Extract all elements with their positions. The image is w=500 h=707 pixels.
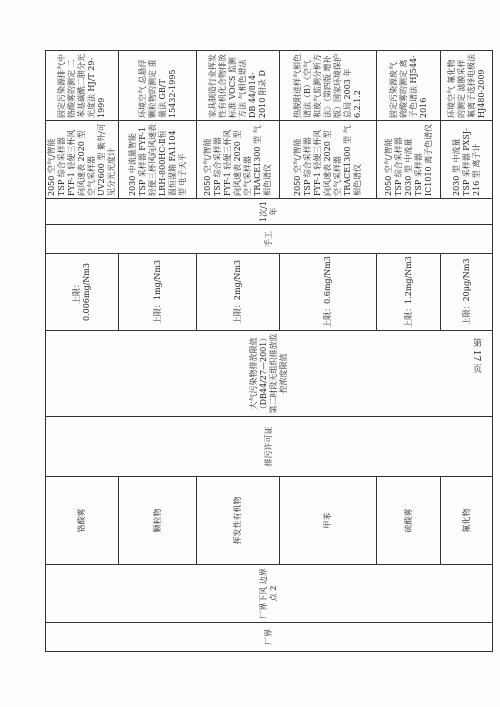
limit-cell: 上限：1mg/Nm3	[119, 254, 197, 331]
table-row	[46, 51, 119, 652]
method-cell: 环境空气 氟化物的测定 滤膜采样氟离子选择电极法 HJ480-2009	[441, 51, 493, 121]
limit-cell: 上限：0.006mg/Nm3	[46, 254, 119, 331]
area-cell: 厂界	[46, 623, 493, 652]
page-number: 第 17 页	[471, 338, 481, 374]
equipment-cell: 2050 空气/智能 TSP 综合采样器 FYF-1 轻便三杯风向风速表 2020 型 空气采样器 TRACE1300 型 气相色谱仪	[197, 121, 280, 199]
method-cell: 家具制造行业挥发性有机化合物排放标准 VOCS 监测方法 气相色谱法 DB 44/814-2010 附录 D	[197, 51, 280, 121]
method-cell: 热脱附进样气相色谱法（B）《空气和废气监测分析方法》（第四版 增补版）国家环境保护总局 2003 年 6.2.1.2	[280, 51, 377, 121]
permit-cell: 排污许可证	[46, 417, 493, 477]
method-cell: 固定污染源排气中铬酸雾的测定 二苯基碳酰二肼分光光度法 HJ/T 29-1999	[46, 51, 119, 121]
item-cell: 颗粒物	[119, 477, 197, 565]
equipment-cell: 2030 中流量智能 TSP 采样器 FYF-1 轻便三杯风向风速表 LRH-800HC-Ⅱ恒温恒湿箱 FA1104 型 电子天平	[119, 121, 197, 199]
item-cell: 硫酸雾	[377, 477, 441, 565]
point-cell: 厂界下风 边界点 2	[46, 565, 493, 623]
limit-cell: 上限：2mg/Nm3	[197, 254, 280, 331]
equipment-cell: 2030 型 中流量 TSP 采样器 PXSJ-216 型 离子计	[441, 121, 493, 199]
limit-cell: 上限：0.6mg/Nm3	[280, 254, 377, 331]
equipment-cell: 2050 空气/智能 TSP 综合采样器 FYF-1 轻便三杯风向风速表 2020 型 空气采样器 TRACE1300 型 气相色谱仪	[280, 121, 377, 199]
method-cell: 环境空气 总悬浮颗粒物的测定 重量法 GB/T 15432-1995	[119, 51, 197, 121]
monitoring-table	[45, 50, 493, 652]
manual-cell: 手工	[46, 225, 493, 254]
rotated-table-container	[45, 51, 490, 652]
limit-cell: 上限：20μg/Nm3	[441, 254, 493, 331]
equipment-cell: 2050 空气/智能 TSP 综合采样器 2030 型 中流量 TSP 采样器 IC1010 离子色谱仪	[377, 121, 441, 199]
item-cell: 氟化物	[441, 477, 493, 565]
method-cell: 固定污染源废气 硫酸雾的测定 离子色谱法 HJ544-2016	[377, 51, 441, 121]
item-cell: 铬酸雾	[46, 477, 119, 565]
limit-cell: 上限：1.2mg/Nm3	[377, 254, 441, 331]
item-cell: 甲苯	[280, 477, 377, 565]
frequency-cell: 1次/1年	[46, 199, 493, 225]
item-cell: 挥发性有机物	[197, 477, 280, 565]
standard-cell: 大气污染物排放限值（DB44/27—2001）第二时段无组织排放监控浓度限值	[46, 331, 493, 417]
equipment-cell: 2050 空气/智能 TSP 综合采样器 FYF-1 轻便三杯风向风速表 2020 型 空气采样器 UV2600 型 紫外/可见分光光度计	[46, 121, 119, 199]
